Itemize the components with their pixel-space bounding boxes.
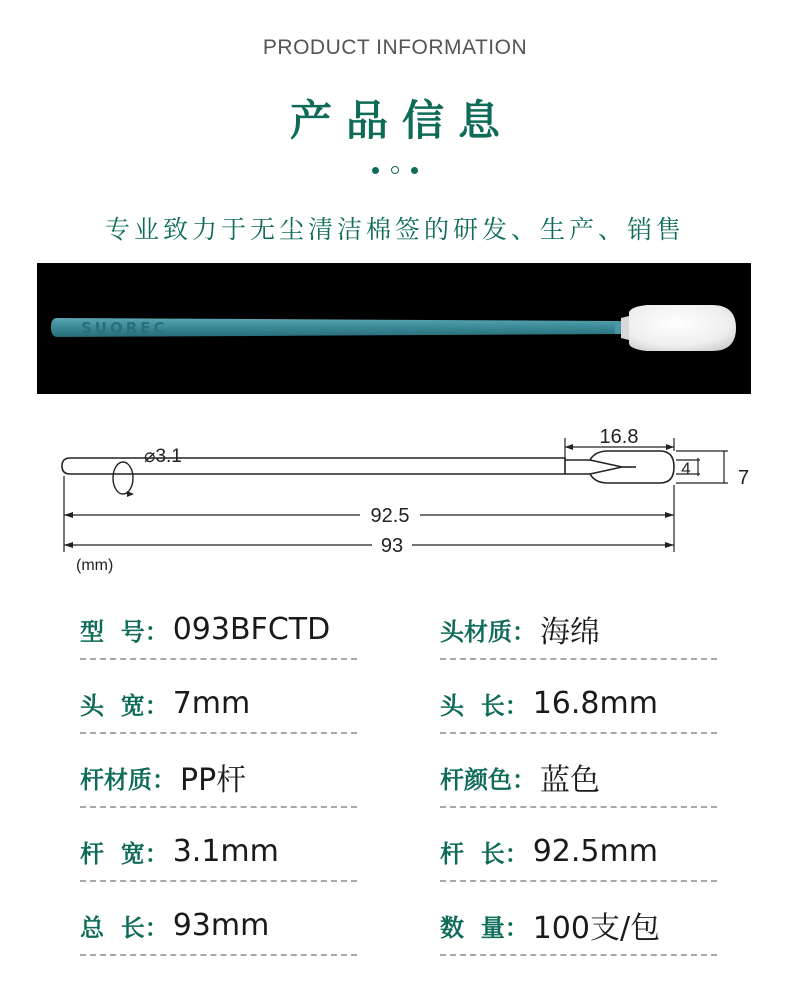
spec-label: 杆材质：: [80, 765, 176, 794]
spec-value: 093BFCTD: [172, 611, 331, 647]
spec-value: 蓝色: [540, 763, 600, 798]
spec-label: 头 宽：: [80, 691, 169, 720]
technical-drawing: [0, 410, 790, 589]
spec-total-length: [80, 896, 357, 956]
spec-stick-length: [440, 822, 717, 882]
dot-icon: [411, 167, 418, 174]
spec-label: 数 量：: [440, 913, 529, 942]
spec-value: 93mm: [172, 907, 270, 943]
spec-label: 总 长：: [80, 913, 169, 942]
svg-text:(mm): (mm): [76, 557, 114, 574]
spec-value: 100支/包: [532, 911, 661, 946]
svg-text:92.5: 92.5: [370, 505, 410, 527]
svg-text:⌀3.1: ⌀3.1: [144, 446, 182, 467]
spec-label: 杆 长：: [440, 839, 529, 868]
tagline: 专业致力于无尘清洁棉签的研发、生产、销售: [104, 215, 685, 244]
spec-head-width: [80, 674, 357, 734]
swab-foam-tip: [629, 305, 736, 351]
spec-label: 杆 宽：: [80, 839, 169, 868]
section-title-cn: 产品信息: [289, 96, 514, 145]
spec-value: 16.8mm: [532, 685, 658, 721]
spec-head-material: [440, 600, 717, 660]
spec-label: 型 号：: [80, 617, 169, 646]
svg-text:93: 93: [380, 535, 404, 557]
spec-value: 92.5mm: [532, 833, 658, 869]
spec-label: 杆颜色：: [440, 765, 536, 794]
spec-stick-width: [80, 822, 357, 882]
spec-model: [80, 600, 357, 660]
spec-stick-color: [440, 748, 717, 808]
section-title-en: PRODUCT INFORMATION: [262, 36, 528, 59]
spec-value: 海绵: [540, 615, 600, 650]
dot-icon: [372, 167, 379, 174]
spec-value: PP杆: [180, 763, 247, 798]
spec-stick-material: [80, 748, 357, 808]
brand-imprint: SUOREC: [81, 319, 168, 337]
dot-hollow-icon: [391, 166, 399, 174]
spec-quantity: [440, 896, 717, 956]
svg-text:7: 7: [738, 467, 750, 489]
svg-text:16.8: 16.8: [599, 426, 639, 448]
spec-label: 头材质：: [440, 617, 536, 646]
spec-value: 3.1mm: [172, 833, 279, 869]
product-photo: [37, 263, 751, 394]
spec-head-length: [440, 674, 717, 734]
spec-value: 7mm: [172, 685, 251, 721]
svg-text:4: 4: [681, 459, 691, 478]
decorative-dots: [0, 164, 790, 176]
spec-label: 头 长：: [440, 691, 529, 720]
